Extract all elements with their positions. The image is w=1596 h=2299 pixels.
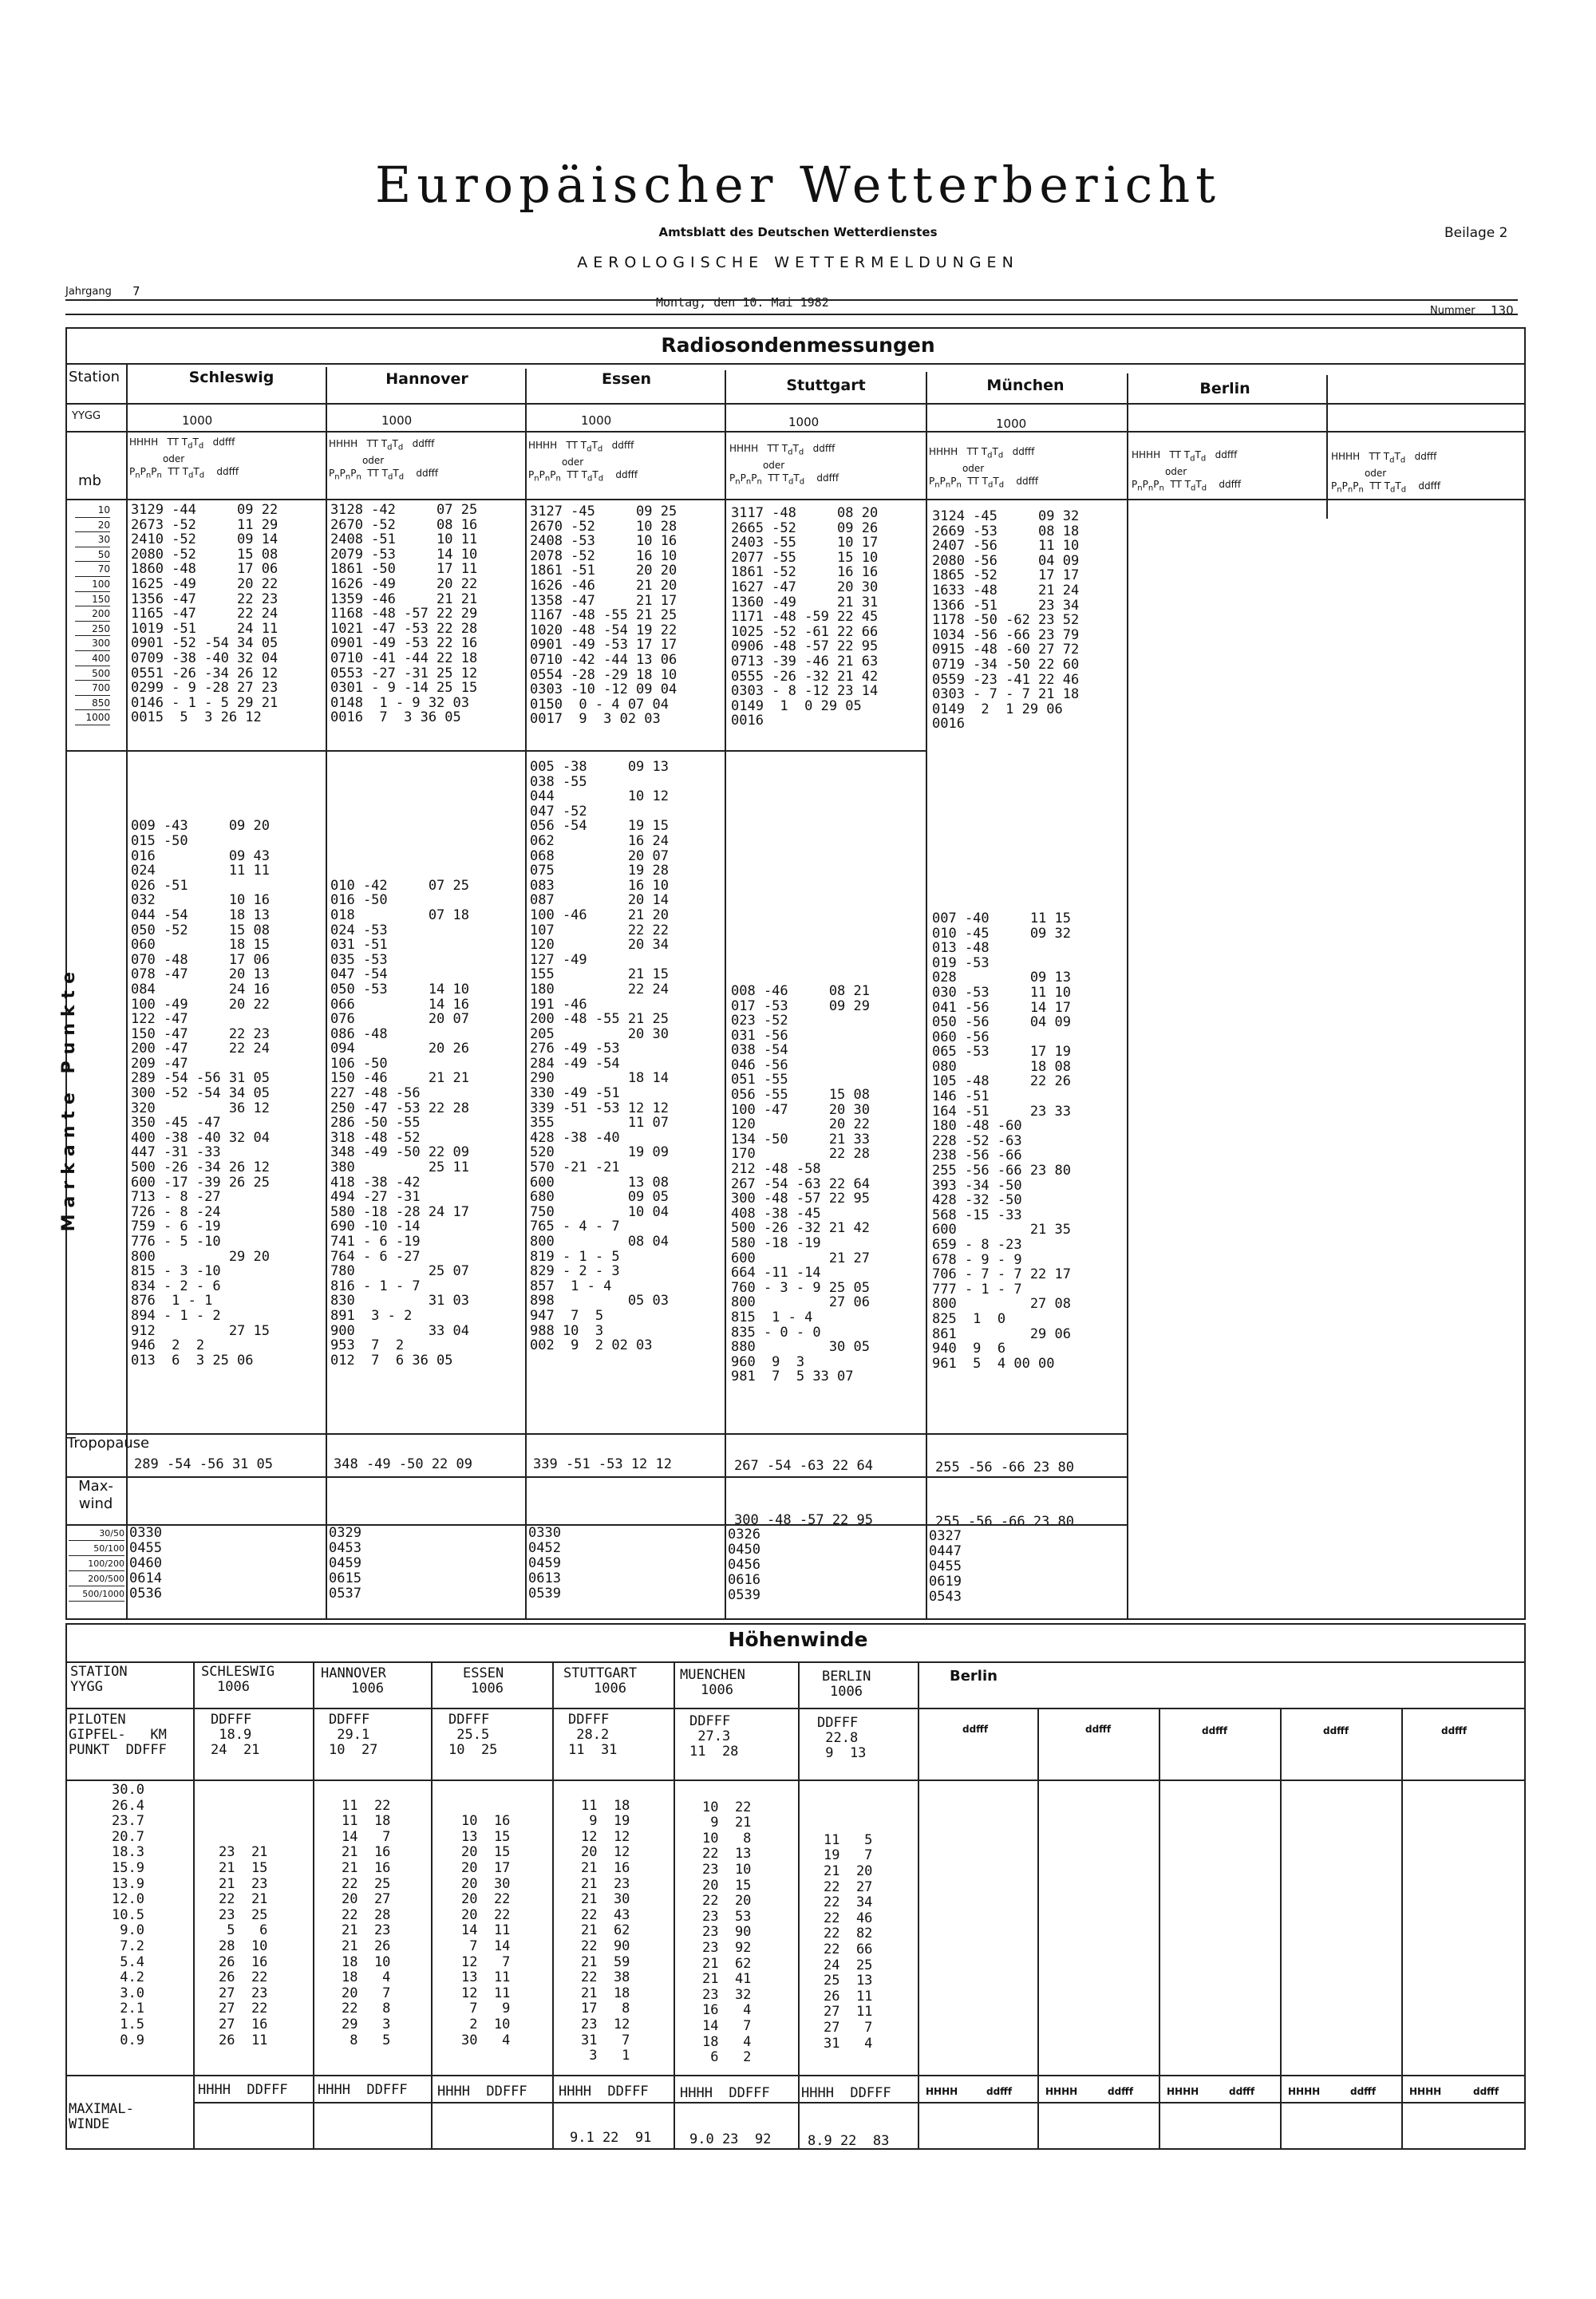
rule xyxy=(65,1780,1526,1781)
max-hdr-ddfff: ddfff xyxy=(1108,2086,1134,2097)
std-schleswig: 3129 -44 09 22 2673 -52 11 29 2410 -52 09 14 2080 -52 15 08 1860 -48 17 06 1625 -49 20 22 1356 -47 22 23 1165 -47 22 24 1019 -51 24 11 0901 -52 -54 34 05 0709 -38 -40 32 04 0551 -26 -34 26 12 0299 - 9 -28 27 23 0146 - 1 - 5 29 21 0015 5 3 26 12 xyxy=(131,502,279,726)
hw-yygg: 1006 xyxy=(217,1679,250,1695)
std-muenchen: 3124 -45 09 32 2669 -53 08 18 2407 -56 11 10 2080 -56 04 09 1865 -52 17 17 1633 -48 21 24 1366 -51 23 34 1178 -50 -62 23 52 1034 -56 -66 23 79 0915 -48 -60 27 72 0719 -34 -50 22 60 0559 -23 -41 22 46 0303 - 7 - 7 21 18 0149 2 1 29 06 0016 xyxy=(932,508,1080,733)
tropo-stuttgart: 267 -54 -63 22 64 xyxy=(734,1458,873,1474)
station-stuttgart: Stuttgart xyxy=(786,377,866,394)
max-hdr-hhhh: HHHH xyxy=(1167,2086,1199,2097)
rule xyxy=(65,431,1526,433)
mb-level: 150 xyxy=(75,592,110,607)
ddfff-head: ddfff xyxy=(1441,1725,1468,1736)
gipfel-schleswig: DDFFF 18.9 24 21 xyxy=(211,1712,260,1758)
mb-level: 200 xyxy=(75,606,110,622)
yygg-value: 1000 xyxy=(788,415,820,429)
col-head: HHHH TT $T_dT_d$ ddfff oder $P_nP_nP_n$ TT $T_dT_d$ ddfff xyxy=(528,440,638,484)
mb-label: mb xyxy=(78,472,101,489)
max-hdr-ddfff: ddfff xyxy=(986,2086,1013,2097)
col-sep xyxy=(126,363,128,1620)
rule xyxy=(65,299,1518,301)
hw-yygg: 1006 xyxy=(351,1681,384,1697)
station-hannover: Hannover xyxy=(385,370,468,388)
maxwind-label: Max-wind xyxy=(78,1478,113,1512)
col-sep xyxy=(918,1661,919,2150)
thickness-label: 30/50 xyxy=(69,1526,124,1541)
col-sep xyxy=(798,1661,800,2150)
mp-hannover: 010 -42 07 25 016 -50 018 07 18 024 -53 031 -51 035 -53 047 -54 050 -53 14 10 066 14 16 076 20 07 086 -48 094 20 26 106 -50 150 -46 21 21 227 -48 -56 250 -47 -53 22 28 286 -50 -55 318 -48 -52 348 -49 -50 22 09 380 25 11 418 -38 -42 494 -27 -31 580 -18 -28 24 17 690 -10 -14 741 - 6 -19 764 - 6 -27 780 25 07 816 - 1 - 7 830 31 03 891 3 - 2 900 33 04 953 7 2 012 7 6 36 05 xyxy=(330,877,469,1369)
hw-yygg: 1006 xyxy=(701,1682,733,1698)
issue-date: Montag, den 10. Mai 1982 xyxy=(656,295,829,310)
tropo-muenchen: 255 -56 -66 23 80 xyxy=(935,1460,1074,1475)
mb-level: 20 xyxy=(75,518,110,533)
gipfel-hannover: DDFFF 29.1 10 27 xyxy=(329,1712,378,1758)
thick-muenchen: 0327 0447 0455 0619 0543 xyxy=(929,1528,962,1605)
rule xyxy=(65,314,1518,315)
hoehenwinde-table xyxy=(65,1623,1526,2150)
hw-station-muenchen: MUENCHEN xyxy=(680,1667,745,1683)
hoehenwinde-title: Höhenwinde xyxy=(728,1628,868,1651)
max-hdr: HHHH DDFFF xyxy=(801,2085,891,2101)
yygg-value: 1000 xyxy=(182,413,213,428)
mp-stuttgart: 008 -46 08 21 017 -53 09 29 023 -52 031 -56 038 -54 046 -56 051 -55 056 -55 15 08 100 -47 20 30 120 20 22 134 -50 21 33 170 22 28 212 -48 -58 267 -54 -63 22 64 300 -48 -57 22 95 408 -38 -45 500 -26 -32 21 42 580 -18 -19 600 21 27 664 -11 -14 760 - 3 - 9 25 05 800 27 06 815 1 - 4 835 - 0 - 0 880 30 05 960 9 3 981 7 5 33 07 xyxy=(731,982,870,1385)
maxwind-stuttgart: 300 -48 -57 22 95 xyxy=(734,1512,873,1528)
max-hdr: HHHH DDFFF xyxy=(680,2085,770,2101)
max-stuttgart: 9.1 22 91 xyxy=(570,2130,652,2146)
mb-level: 10 xyxy=(75,503,110,518)
max-hdr-ddfff: ddfff xyxy=(1473,2086,1499,2097)
col-head: HHHH TT $T_dT_d$ ddfff oder $P_nP_nP_n$ TT $T_dT_d$ ddfff xyxy=(729,443,839,487)
std-essen: 3127 -45 09 25 2670 -52 10 28 2408 -53 10 16 2078 -52 16 10 1861 -51 20 20 1626 -46 21 20 1358 -47 21 17 1167 -48 -55 21 25 1020 -48 -54 19 22 0901 -49 -53 17 17 0710 -42 -44 13 06 0554 -28 -29 18 10 0303 -10 -12 09 04 0150 0 - 4 07 04 0017 9 3 02 03 xyxy=(530,504,678,728)
mb-level: 250 xyxy=(75,622,110,637)
max-hdr: HHHH DDFFF xyxy=(198,2082,288,2098)
hw-winds-essen: 10 16 13 15 20 15 20 17 20 30 20 22 20 22 14 11 7 14 12 7 13 11 12 11 7 9 2 10 30 4 xyxy=(461,1813,511,2048)
hw-station-label: STATION xyxy=(70,1664,128,1680)
section-heading: AEROLOGISCHE WETTERMELDUNGEN xyxy=(577,254,1019,271)
max-muenchen: 9.0 23 92 xyxy=(689,2131,772,2147)
hw-yygg: 1006 xyxy=(830,1684,863,1700)
hw-station-berlin: BERLIN xyxy=(822,1669,871,1685)
col-head: HHHH TT $T_dT_d$ ddfff oder $P_nP_nP_n$ TT $T_dT_d$ ddfff xyxy=(329,438,439,482)
ddfff-head: ddfff xyxy=(962,1724,989,1735)
rule xyxy=(65,1433,1127,1435)
hw-station-hannover: HANNOVER xyxy=(321,1665,386,1681)
tropopause-label: Tropopause xyxy=(67,1435,150,1452)
hw-berlin-label: Berlin xyxy=(950,1668,998,1685)
ddfff-head: ddfff xyxy=(1085,1724,1112,1735)
mp-schleswig: 009 -43 09 20 015 -50 016 09 43 024 11 11 026 -51 032 10 16 044 -54 18 13 050 -52 15 08 060 18 15 070 -48 17 06 078 -47 20 13 084 24 16 100 -49 20 22 122 -47 150 -47 22 23 200 -47 22 24 209 -47 289 -54 -56 31 05 300 -52 -54 34 05 320 36 12 350 -45 -47 400 -38 -40 32 04 447 -31 -33 500 -26 -34 26 12 600 -17 -39 26 25 713 - 8 -27 726 - 8 -24 759 - 6 -19 776 - 5 -10 800 29 20 815 - 3 -10 834 - 2 - 6 876 1 - 1 894 - 1 - 2 912 27 15 946 2 2 013 6 3 25 06 xyxy=(131,818,270,1369)
mb-level: 300 xyxy=(75,636,110,651)
hw-winds-schleswig: 23 21 21 15 21 23 22 21 23 25 5 6 28 10 26 16 26 22 27 23 27 22 27 16 26 11 xyxy=(219,1844,268,2048)
max-hdr-hhhh: HHHH xyxy=(1288,2086,1321,2097)
col-sep xyxy=(326,367,327,1620)
thickness-label: 200/500 xyxy=(69,1571,124,1586)
rule xyxy=(65,750,927,752)
subtitle: Amtsblatt des Deutschen Wetterdienstes xyxy=(658,225,938,239)
col-head: HHHH TT $T_dT_d$ ddfff oder $P_nP_nP_n$ TT $T_dT_d$ ddfff xyxy=(129,436,239,480)
hw-heights: 30.0 26.4 23.7 20.7 18.3 15.9 13.9 12.0 10.5 9.0 7.2 5.4 4.2 3.0 2.1 1.5 0.9 xyxy=(112,1782,144,2048)
gipfel-berlin: DDFFF 22.8 9 13 xyxy=(817,1715,867,1761)
rule xyxy=(65,403,1526,405)
mb-level: 500 xyxy=(75,666,110,681)
col-head: HHHH TT $T_dT_d$ ddfff oder $P_nP_nP_n$ TT $T_dT_d$ ddfff xyxy=(1132,449,1242,493)
page-title: Europäischer Wetterbericht xyxy=(374,156,1222,214)
max-hdr: HHHH DDFFF xyxy=(318,2082,408,2098)
hw-station-essen: ESSEN xyxy=(463,1665,504,1681)
hw-station-schleswig: SCHLESWIG xyxy=(201,1664,275,1680)
col-sep xyxy=(674,1661,675,2150)
col-sep xyxy=(552,1661,554,2150)
yygg-label: YYGG xyxy=(72,410,101,422)
yygg-value: 1000 xyxy=(381,413,413,428)
rule xyxy=(65,1524,1127,1526)
station-berlin: Berlin xyxy=(1199,380,1250,397)
jahrgang-label: Jahrgang xyxy=(65,286,112,298)
col-head: HHHH TT $T_dT_d$ ddfff oder $P_nP_nP_n$ TT $T_dT_d$ ddfff xyxy=(929,446,1039,490)
rule xyxy=(65,2075,1526,2076)
std-stuttgart: 3117 -48 08 20 2665 -52 09 26 2403 -55 10 17 2077 -55 15 10 1861 -52 16 16 1627 -47 20 30 1360 -49 21 31 1171 -48 -59 22 45 1025 -52 -61 22 66 0906 -48 -57 22 95 0713 -39 -46 21 63 0555 -26 -32 21 42 0303 - 8 -12 23 14 0149 1 0 29 05 0016 xyxy=(731,505,879,729)
col-sep xyxy=(313,1661,314,2150)
thick-schleswig: 0330 0455 0460 0614 0536 xyxy=(129,1525,162,1602)
rule xyxy=(65,1661,1526,1663)
thickness-label: 500/1000 xyxy=(69,1586,124,1602)
rule xyxy=(65,1708,1526,1709)
col-sep xyxy=(1037,1708,1039,2150)
max-hdr-hhhh: HHHH xyxy=(1409,2086,1442,2097)
max-hdr-hhhh: HHHH xyxy=(926,2086,958,2097)
col-sep xyxy=(1159,1708,1160,2150)
col-head: HHHH TT $T_dT_d$ ddfff oder $P_nP_nP_n$ TT $T_dT_d$ ddfff xyxy=(1331,451,1441,495)
tropo-schleswig: 289 -54 -56 31 05 xyxy=(134,1456,273,1472)
mb-level: 400 xyxy=(75,651,110,666)
rule xyxy=(65,363,1526,365)
max-hdr: HHHH DDFFF xyxy=(437,2084,527,2100)
radiosonde-title: Radiosondenmessungen xyxy=(661,334,935,357)
rule xyxy=(65,499,1526,500)
maxwind-muenchen: 255 -56 -66 23 80 xyxy=(935,1514,1074,1530)
gipfel-stuttgart: DDFFF 28.2 11 31 xyxy=(568,1712,618,1758)
mp-essen: 005 -38 09 13 038 -55 044 10 12 047 -52 056 -54 19 15 062 16 24 068 20 07 075 19 28 083 16 10 087 20 14 100 -46 21 20 107 22 22 120 20 34 127 -49 155 21 15 180 22 24 191 -46 200 -48 -55 21 25 205 20 30 276 -49 -53 284 -49 -54 290 18 14 330 -49 -51 339 -51 -53 12 12 355 11 07 428 -38 -40 520 19 09 570 -21 -21 600 13 08 680 09 05 750 10 04 765 - 4 - 7 800 08 04 819 - 1 - 5 829 - 2 - 3 857 1 - 4 898 05 03 947 7 5 988 10 3 002 9 2 02 03 xyxy=(530,759,669,1354)
max-hdr-ddfff: ddfff xyxy=(1350,2086,1377,2097)
nummer-label: Nummer xyxy=(1430,305,1476,317)
hw-station-stuttgart: STUTTGART xyxy=(563,1665,638,1681)
mb-levels xyxy=(75,503,110,725)
markante-punkte-label: Markante Punkte xyxy=(59,966,79,1232)
hw-yygg-label: YYGG xyxy=(70,1679,103,1695)
hw-winds-stuttgart: 11 18 9 19 12 12 20 12 21 16 21 23 21 30 22 43 21 62 22 90 21 59 22 38 21 18 17 8 23 12 31 7 3 1 xyxy=(581,1797,630,2064)
col-sep xyxy=(1127,373,1128,1620)
hw-yygg: 1006 xyxy=(471,1681,504,1697)
col-sep xyxy=(525,369,527,1620)
thickness-labels xyxy=(69,1526,124,1602)
maximal-winde-label: MAXIMAL- WINDE xyxy=(69,2101,134,2132)
mb-level: 850 xyxy=(75,696,110,711)
tropo-essen: 339 -51 -53 12 12 xyxy=(533,1456,672,1472)
mb-level: 50 xyxy=(75,547,110,563)
max-hdr-hhhh: HHHH xyxy=(1045,2086,1078,2097)
yygg-value: 1000 xyxy=(996,417,1027,431)
rule xyxy=(193,2102,1526,2103)
ddfff-head: ddfff xyxy=(1202,1725,1228,1736)
thick-hannover: 0329 0453 0459 0615 0537 xyxy=(329,1525,361,1602)
mb-level: 30 xyxy=(75,532,110,547)
max-berlin: 8.9 22 83 xyxy=(808,2133,890,2149)
station-essen: Essen xyxy=(601,370,651,388)
hw-winds-hannover: 11 22 11 18 14 7 21 16 21 16 22 25 20 27 22 28 21 23 21 26 18 10 18 4 20 7 22 8 29 3 8 5 xyxy=(342,1797,391,2048)
jahrgang-value: 7 xyxy=(132,284,140,298)
max-hdr-ddfff: ddfff xyxy=(1229,2086,1255,2097)
thick-essen: 0330 0452 0459 0613 0539 xyxy=(528,1525,561,1602)
mb-level: 1000 xyxy=(75,710,110,725)
ddfff-head: ddfff xyxy=(1323,1725,1349,1736)
col-sep xyxy=(1280,1708,1282,2150)
thick-stuttgart: 0326 0450 0456 0616 0539 xyxy=(728,1527,760,1603)
col-sep xyxy=(1401,1708,1403,2150)
col-sep xyxy=(1326,375,1328,519)
beilage-label: Beilage 2 xyxy=(1444,225,1508,241)
mb-level: 70 xyxy=(75,562,110,577)
hw-winds-berlin: 11 5 19 7 21 20 22 27 22 34 22 46 22 82 22 66 24 25 25 13 26 11 27 11 27 7 31 4 xyxy=(824,1831,873,2052)
thickness-label: 50/100 xyxy=(69,1541,124,1556)
station-label: Station xyxy=(69,369,120,385)
hw-yygg: 1006 xyxy=(594,1681,626,1697)
tropo-hannover: 348 -49 -50 22 09 xyxy=(334,1456,472,1472)
yygg-value: 1000 xyxy=(581,413,612,428)
hw-winds-muenchen: 10 22 9 21 10 8 22 13 23 10 20 15 22 20 23 53 23 90 23 92 21 62 21 41 23 32 16 4 14 7 18 4 6 2 xyxy=(702,1799,752,2066)
piloten-label: PILOTEN GIPFEL- KM PUNKT DDFFF xyxy=(69,1712,167,1758)
nummer-value: 130 xyxy=(1491,303,1514,318)
mp-muenchen: 007 -40 11 15 010 -45 09 32 013 -48 019 -53 028 09 13 030 -53 11 10 041 -56 14 17 050 -56 04 09 060 -56 065 -53 17 19 080 18 08 105 -48 22 26 146 -51 164 -51 23 33 180 -48 -60 228 -52 -63 238 -56 -66 255 -56 -66 23 80 393 -34 -50 428 -32 -50 568 -15 -33 600 21 35 659 - 8 -23 678 - 9 - 9 706 - 7 - 7 22 17 777 - 1 - 7 800 27 08 825 1 0 861 29 06 940 9 6 961 5 4 00 00 xyxy=(932,910,1071,1372)
rule xyxy=(65,1476,1127,1478)
col-sep xyxy=(193,1661,195,2150)
station-muenchen: München xyxy=(986,377,1065,394)
mb-level: 100 xyxy=(75,577,110,592)
gipfel-essen: DDFFF 25.5 10 25 xyxy=(448,1712,498,1758)
station-schleswig: Schleswig xyxy=(188,369,275,386)
col-sep xyxy=(431,1661,433,2150)
std-hannover: 3128 -42 07 25 2670 -52 08 16 2408 -51 10 11 2079 -53 14 10 1861 -50 17 11 1626 -49 20 22 1359 -46 21 21 1168 -48 -57 22 29 1021 -47 -53 22 28 0901 -49 -53 22 16 0710 -41 -44 22 18 0553 -27 -31 25 12 0301 - 9 -14 25 15 0148 1 - 9 32 03 0016 7 3 36 05 xyxy=(330,502,478,726)
max-hdr: HHHH DDFFF xyxy=(559,2084,649,2100)
gipfel-muenchen: DDFFF 27.3 11 28 xyxy=(689,1713,739,1760)
mb-level: 700 xyxy=(75,681,110,696)
thickness-label: 100/200 xyxy=(69,1556,124,1571)
